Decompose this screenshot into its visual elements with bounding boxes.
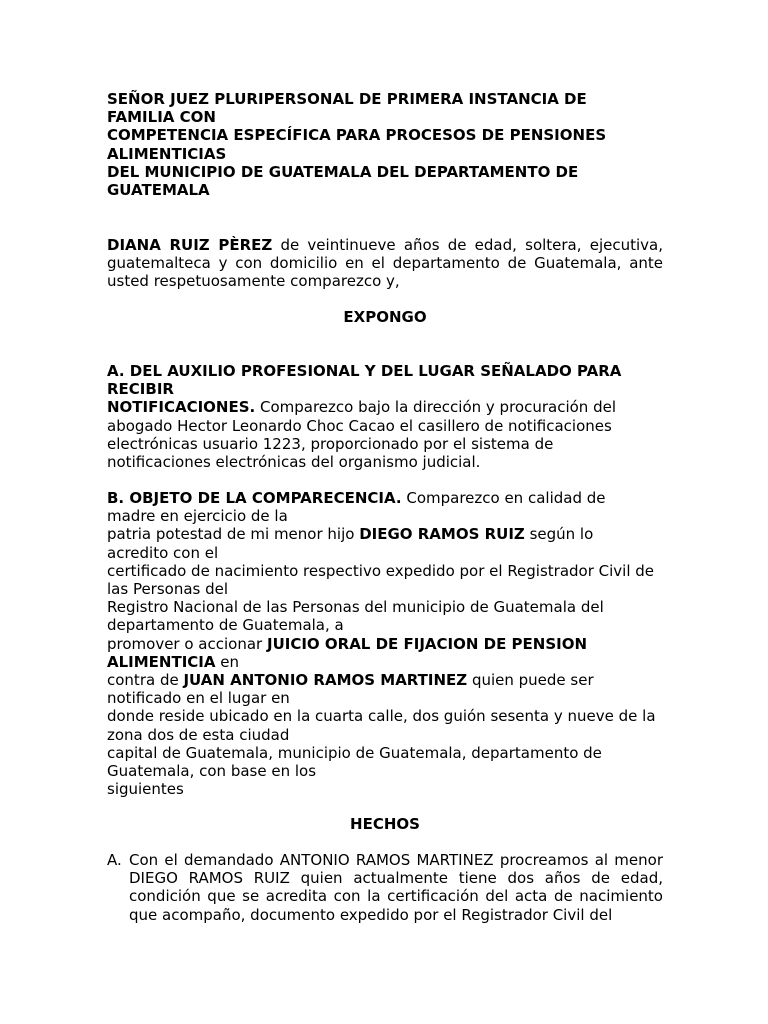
header-line: COMPETENCIA ESPECÍFICA PARA PROCESOS DE PENSIONES <box>107 126 607 145</box>
section-a-text: notificaciones electrónicas del organismo judicial. <box>107 453 481 472</box>
section-a <box>107 362 663 471</box>
section-b-text: donde reside ubicado en la cuarta calle, dos guión sesenta y nueve de la <box>107 707 656 726</box>
section-a-text: electrónicas usuario 1223, proporcionado por el sistema de <box>107 434 554 453</box>
header-line: FAMILIA CON <box>107 108 216 127</box>
section-b-text: promover o accionar <box>107 634 267 653</box>
defendant-name: JUAN ANTONIO RAMOS MARTINEZ <box>183 671 468 690</box>
fact-item <box>107 851 663 924</box>
section-b-text: Comparezco en calidad de <box>401 489 606 507</box>
section-b-text: patria potestad de mi menor hijo <box>107 525 360 544</box>
section-b-text: departamento de Guatemala, a <box>107 616 344 635</box>
section-b-text: quien puede ser <box>467 671 594 690</box>
section-b-text: madre en ejercicio de la <box>107 507 288 526</box>
hechos-heading: HECHOS <box>350 815 420 833</box>
court-address-header <box>107 90 663 199</box>
section-b <box>107 489 663 798</box>
section-b-text: certificado de nacimiento respectivo expedido por el Registrador Civil de <box>107 561 655 580</box>
section-b-text: capital de Guatemala, municipio de Guatemala, departamento de <box>107 743 602 762</box>
section-b-text: zona dos de esta ciudad <box>107 725 290 744</box>
section-a-text: Comparezco bajo la dirección y procuración del <box>255 398 616 417</box>
section-b-text: las Personas del <box>107 580 229 599</box>
lawsuit-type: ALIMENTICIA <box>107 652 216 671</box>
intro-text: de veintinueve años de edad, soltera, ejecutiva, guatemalteca y con domicilio en el departamento de Guatemala, ante usted respetuosamente comparezco y, <box>107 236 663 291</box>
expongo-heading: EXPONGO <box>343 308 427 326</box>
lawsuit-type: JUICIO ORAL DE FIJACION DE PENSION <box>266 634 588 653</box>
fact-text: Con el demandado ANTONIO RAMOS MARTINEZ procreamos al menor DIEGO RAMOS RUIZ quien actualmente tiene dos años de edad, condición que se acredita con la certificación del acta de nacimiento que acompaño, documento expedido por el Registrador Civil del <box>129 851 663 924</box>
section-b-text: acredito con el <box>107 543 219 562</box>
section-b-text: contra de <box>107 671 184 690</box>
header-line: GUATEMALA <box>107 181 210 200</box>
section-a-text: abogado Hector Leonardo Choc Cacao el casillero de notificaciones <box>107 416 612 435</box>
header-line: SEÑOR JUEZ PLURIPERSONAL DE PRIMERA INSTANCIA DE <box>107 90 587 108</box>
section-b-text: según lo <box>524 525 594 544</box>
section-a-title: A. DEL AUXILIO PROFESIONAL Y DEL LUGAR SEÑALADO PARA <box>107 362 622 380</box>
header-line: DEL MUNICIPIO DE GUATEMALA DEL DEPARTAMENTO DE <box>107 162 579 181</box>
plaintiff-name: DIANA RUIZ PÈREZ <box>107 236 273 254</box>
section-b-text: notificado en el lugar en <box>107 689 290 708</box>
section-a-title: RECIBIR <box>107 380 174 399</box>
section-b-text: en <box>215 652 240 671</box>
section-b-text: Registro Nacional de las Personas del municipio de Guatemala del <box>107 598 604 617</box>
fact-marker: A. <box>107 851 122 869</box>
section-b-title: B. OBJETO DE LA COMPARECENCIA. <box>107 489 402 507</box>
section-b-text: Guatemala, con base en los <box>107 762 317 781</box>
header-line: ALIMENTICIAS <box>107 144 227 163</box>
section-b-text: siguientes <box>107 780 184 799</box>
child-name: DIEGO RAMOS RUIZ <box>359 525 525 544</box>
intro-paragraph <box>107 236 663 291</box>
section-a-title: NOTIFICACIONES. <box>107 398 256 417</box>
